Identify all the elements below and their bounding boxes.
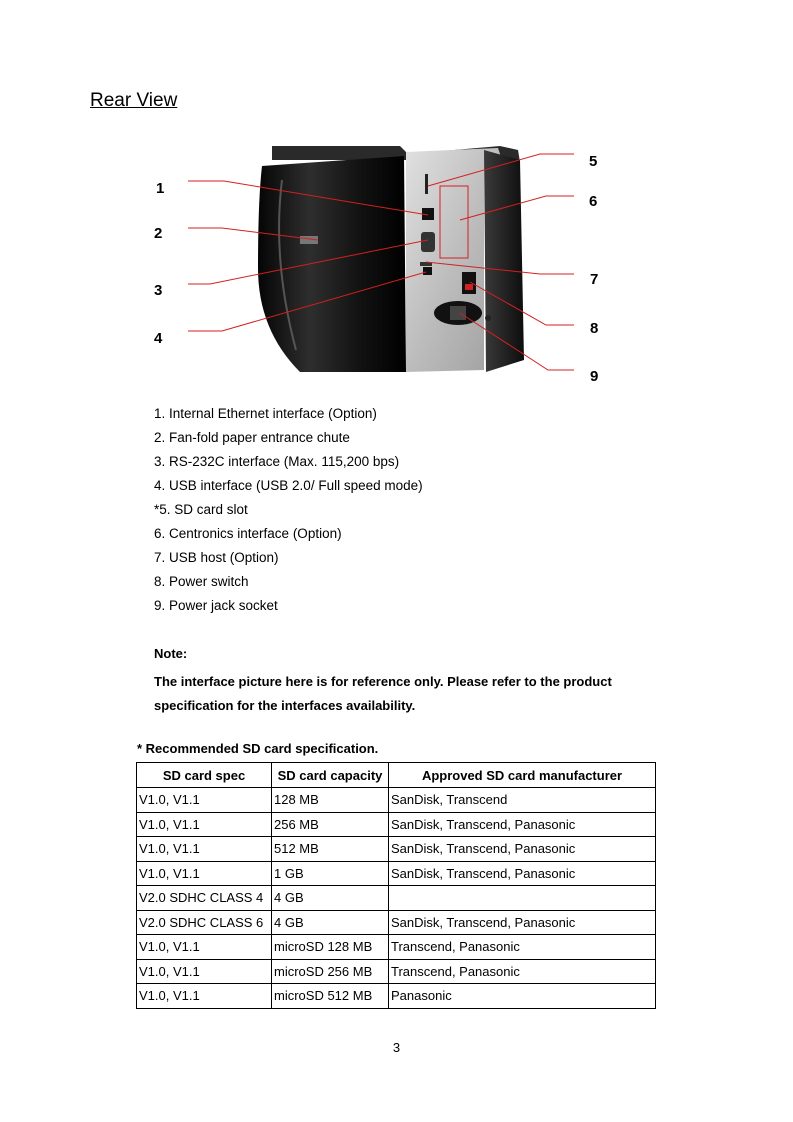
table-cell: V1.0, V1.1 bbox=[137, 788, 272, 813]
list-item: 9. Power jack socket bbox=[154, 598, 278, 613]
table-cell: 4 GB bbox=[272, 910, 389, 935]
list-item: 8. Power switch bbox=[154, 574, 249, 589]
list-item: 4. USB interface (USB 2.0/ Full speed mode) bbox=[154, 478, 423, 493]
table-row bbox=[137, 886, 656, 911]
page-number: 3 bbox=[392, 1040, 401, 1055]
list-item: 7. USB host (Option) bbox=[154, 550, 279, 565]
table-cell: Transcend, Panasonic bbox=[389, 935, 656, 960]
interface-list bbox=[154, 404, 423, 620]
table-cell: V1.0, V1.1 bbox=[137, 861, 272, 886]
table-cell: 512 MB bbox=[272, 837, 389, 862]
note-body: The interface picture here is for reference only. Please refer to the product specification for the interfaces availability. bbox=[154, 674, 612, 713]
callout-2: 2 bbox=[154, 225, 163, 242]
table-cell: SanDisk, Transcend, Panasonic bbox=[389, 812, 656, 837]
table-cell: 128 MB bbox=[272, 788, 389, 813]
column-header: Approved SD card manufacturer bbox=[389, 763, 656, 788]
table-row bbox=[137, 861, 656, 886]
list-item: 2. Fan-fold paper entrance chute bbox=[154, 430, 350, 445]
table-cell: SanDisk, Transcend bbox=[389, 788, 656, 813]
callout-3: 3 bbox=[154, 282, 163, 299]
table-cell: 256 MB bbox=[272, 812, 389, 837]
callout-9: 9 bbox=[590, 368, 599, 385]
callout-7: 7 bbox=[590, 271, 599, 288]
list-item: 6. Centronics interface (Option) bbox=[154, 526, 342, 541]
sd-card-spec-table bbox=[136, 762, 656, 1009]
table-cell: V1.0, V1.1 bbox=[137, 935, 272, 960]
column-header: SD card capacity bbox=[272, 763, 389, 788]
page-heading: Rear View bbox=[90, 90, 178, 111]
table-cell: SanDisk, Transcend, Panasonic bbox=[389, 910, 656, 935]
table-row bbox=[137, 959, 656, 984]
list-item: 3. RS-232C interface (Max. 115,200 bps) bbox=[154, 454, 400, 469]
callout-8: 8 bbox=[590, 320, 599, 337]
list-item: *5. SD card slot bbox=[154, 502, 248, 517]
callout-4: 4 bbox=[154, 330, 163, 347]
list-item: 1. Internal Ethernet interface (Option) bbox=[154, 406, 377, 421]
note-title: Note: bbox=[154, 646, 188, 661]
table-cell: SanDisk, Transcend, Panasonic bbox=[389, 861, 656, 886]
table-row bbox=[137, 788, 656, 813]
table-cell: V1.0, V1.1 bbox=[137, 959, 272, 984]
table-header-row bbox=[137, 763, 656, 788]
table-row bbox=[137, 812, 656, 837]
table-cell: 1 GB bbox=[272, 861, 389, 886]
printer-rear-figure bbox=[0, 0, 793, 400]
callout-1: 1 bbox=[156, 180, 165, 197]
callout-6: 6 bbox=[589, 193, 598, 210]
table-cell: microSD 256 MB bbox=[272, 959, 389, 984]
table-cell: SanDisk, Transcend, Panasonic bbox=[389, 837, 656, 862]
table-cell: V1.0, V1.1 bbox=[137, 984, 272, 1009]
table-cell: Panasonic bbox=[389, 984, 656, 1009]
column-header: SD card spec bbox=[137, 763, 272, 788]
table-cell: V2.0 SDHC CLASS 6 bbox=[137, 910, 272, 935]
table-row bbox=[137, 984, 656, 1009]
table-row bbox=[137, 935, 656, 960]
table-cell: Transcend, Panasonic bbox=[389, 959, 656, 984]
table-cell: 4 GB bbox=[272, 886, 389, 911]
table-row bbox=[137, 910, 656, 935]
table-cell: microSD 512 MB bbox=[272, 984, 389, 1009]
table-caption: * Recommended SD card specification. bbox=[137, 741, 379, 756]
table-cell bbox=[389, 886, 656, 911]
table-cell: microSD 128 MB bbox=[272, 935, 389, 960]
table-row bbox=[137, 837, 656, 862]
table-cell: V1.0, V1.1 bbox=[137, 837, 272, 862]
callout-5: 5 bbox=[589, 153, 598, 170]
table-cell: V2.0 SDHC CLASS 4 bbox=[137, 886, 272, 911]
printer-illustration bbox=[258, 146, 524, 372]
table-cell: V1.0, V1.1 bbox=[137, 812, 272, 837]
